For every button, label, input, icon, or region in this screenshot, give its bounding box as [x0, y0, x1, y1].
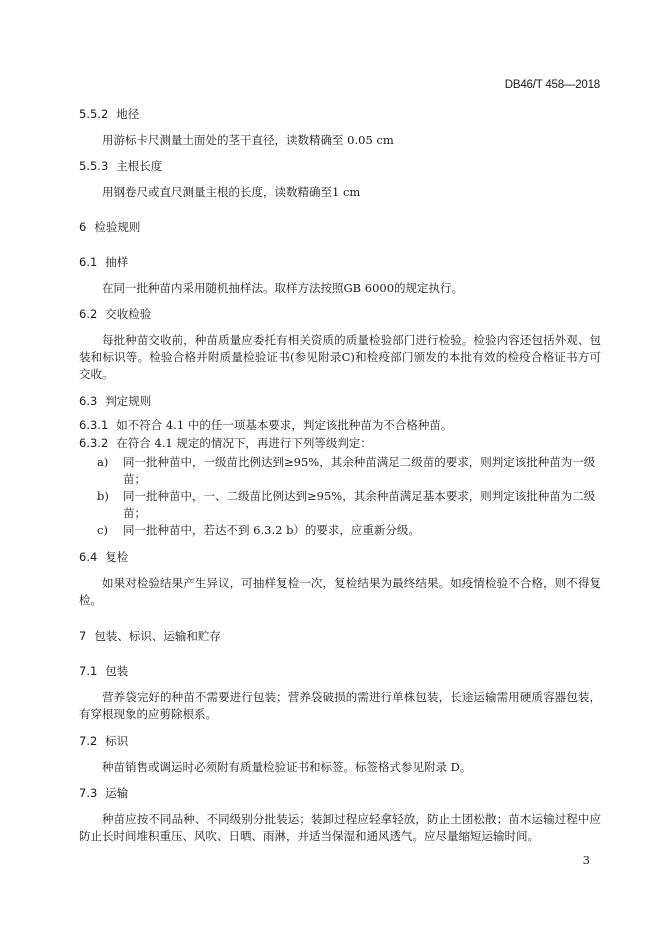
section-number: 5.5.3 [79, 159, 109, 173]
heading-7 [79, 628, 601, 645]
section-title: 抽样 [105, 255, 129, 269]
section-title: 判定规则 [105, 394, 152, 408]
section-title: 地径 [116, 107, 140, 121]
paragraph-6-4: 如果对检验结果产生异议，可抽样复检一次，复检结果为最终结果。如疫情检验不合格，则不得复检。 [79, 576, 601, 607]
heading-6-4 [79, 549, 601, 566]
list-item-label: a) [97, 455, 109, 469]
section-number: 6.3 [79, 394, 98, 408]
section-title: 检验规则 [94, 220, 141, 234]
paragraph-5-5-3: 用钢卷尺或直尺测量主根的长度，读数精确至1 cm [102, 185, 361, 199]
clause-text: 在符合 4.1 规定的情况下，再进行下列等级判定： [116, 436, 372, 450]
section-number: 5.5.2 [79, 107, 109, 121]
clause-text: 如不符合 4.1 中的任一项基本要求，判定该批种苗为不合格种苗。 [116, 418, 453, 432]
paragraph-5-5-2: 用游标卡尺测量土面处的茎干直径，读数精确至 0.05 cm [102, 133, 394, 147]
section-title: 运输 [105, 786, 129, 800]
paragraph-7-2: 种苗销售或调运时必须附有质量检验证书和标签。标签格式参见附录 D。 [102, 760, 472, 774]
section-title: 包装、标识、运输和贮存 [94, 629, 221, 643]
section-title: 交收检验 [105, 307, 152, 321]
clause-6-3-2 [79, 435, 601, 452]
list-item-label: b) [97, 489, 109, 503]
section-title: 标识 [105, 734, 129, 748]
heading-7-3 [79, 785, 601, 802]
heading-6-2 [79, 306, 601, 323]
heading-6-3 [79, 393, 601, 410]
list-item-text: 同一批种苗中，一、二级苗比例达到≥95%，其余种苗满足基本要求，则判定该批种苗为二级苗； [123, 489, 596, 520]
list-item-label: c) [97, 523, 108, 537]
heading-6 [79, 219, 601, 236]
clause-number: 6.3.1 [79, 418, 109, 432]
section-title: 包装 [105, 664, 129, 678]
standard-code-header: DB46/T 458—2018 [504, 79, 600, 91]
paragraph-6-1: 在同一批种苗内采用随机抽样法。取样方法按照GB 6000的规定执行。 [102, 281, 464, 295]
section-number: 7 [79, 629, 87, 643]
section-number: 6.1 [79, 255, 98, 269]
clause-6-3-1 [79, 417, 601, 434]
list-item-text: 同一批种苗中，若达不到 6.3.2 b）的要求，应重新分级。 [123, 523, 420, 537]
section-title: 复检 [105, 550, 129, 564]
heading-5-5-3 [79, 158, 601, 175]
heading-5-5-2 [79, 106, 601, 123]
section-number: 6.4 [79, 550, 98, 564]
page-number: 3 [582, 853, 590, 867]
heading-6-1 [79, 254, 601, 271]
clause-number: 6.3.2 [79, 436, 109, 450]
paragraph-7-1: 营养袋完好的种苗不需要进行包装；营养袋破损的需进行单株包装，长途运输需用硬质容器包装，有穿根现象的应剪除根系。 [79, 690, 601, 721]
section-number: 7.2 [79, 734, 98, 748]
section-title: 主根长度 [116, 159, 163, 173]
section-number: 6.2 [79, 307, 98, 321]
list-item-text: 同一批种苗中，一级苗比例达到≥95%，其余种苗满足二级苗的要求，则判定该批种苗为一级苗； [123, 455, 596, 486]
heading-7-1 [79, 663, 601, 680]
heading-7-2 [79, 733, 601, 750]
section-number: 6 [79, 220, 87, 234]
section-number: 7.3 [79, 786, 98, 800]
paragraph-7-3: 种苗应按不同品种、不同级别分批装运；装卸过程应轻拿轻放，防止土团松散；苗木运输过程中应防止长时间堆积重压、风吹、日晒、雨淋，并适当保湿和通风透气。应尽量缩短运输时间。 [79, 812, 601, 843]
paragraph-6-2: 每批种苗交收前，种苗质量应委托有相关资质的质量检验部门进行检验。检验内容还包括外观、包装和标识等。检验合格并附质量检验证书(参见附录C)和检疫部门颁发的本批有效的检疫合格证书方可交收。 [79, 333, 601, 381]
section-number: 7.1 [79, 664, 98, 678]
